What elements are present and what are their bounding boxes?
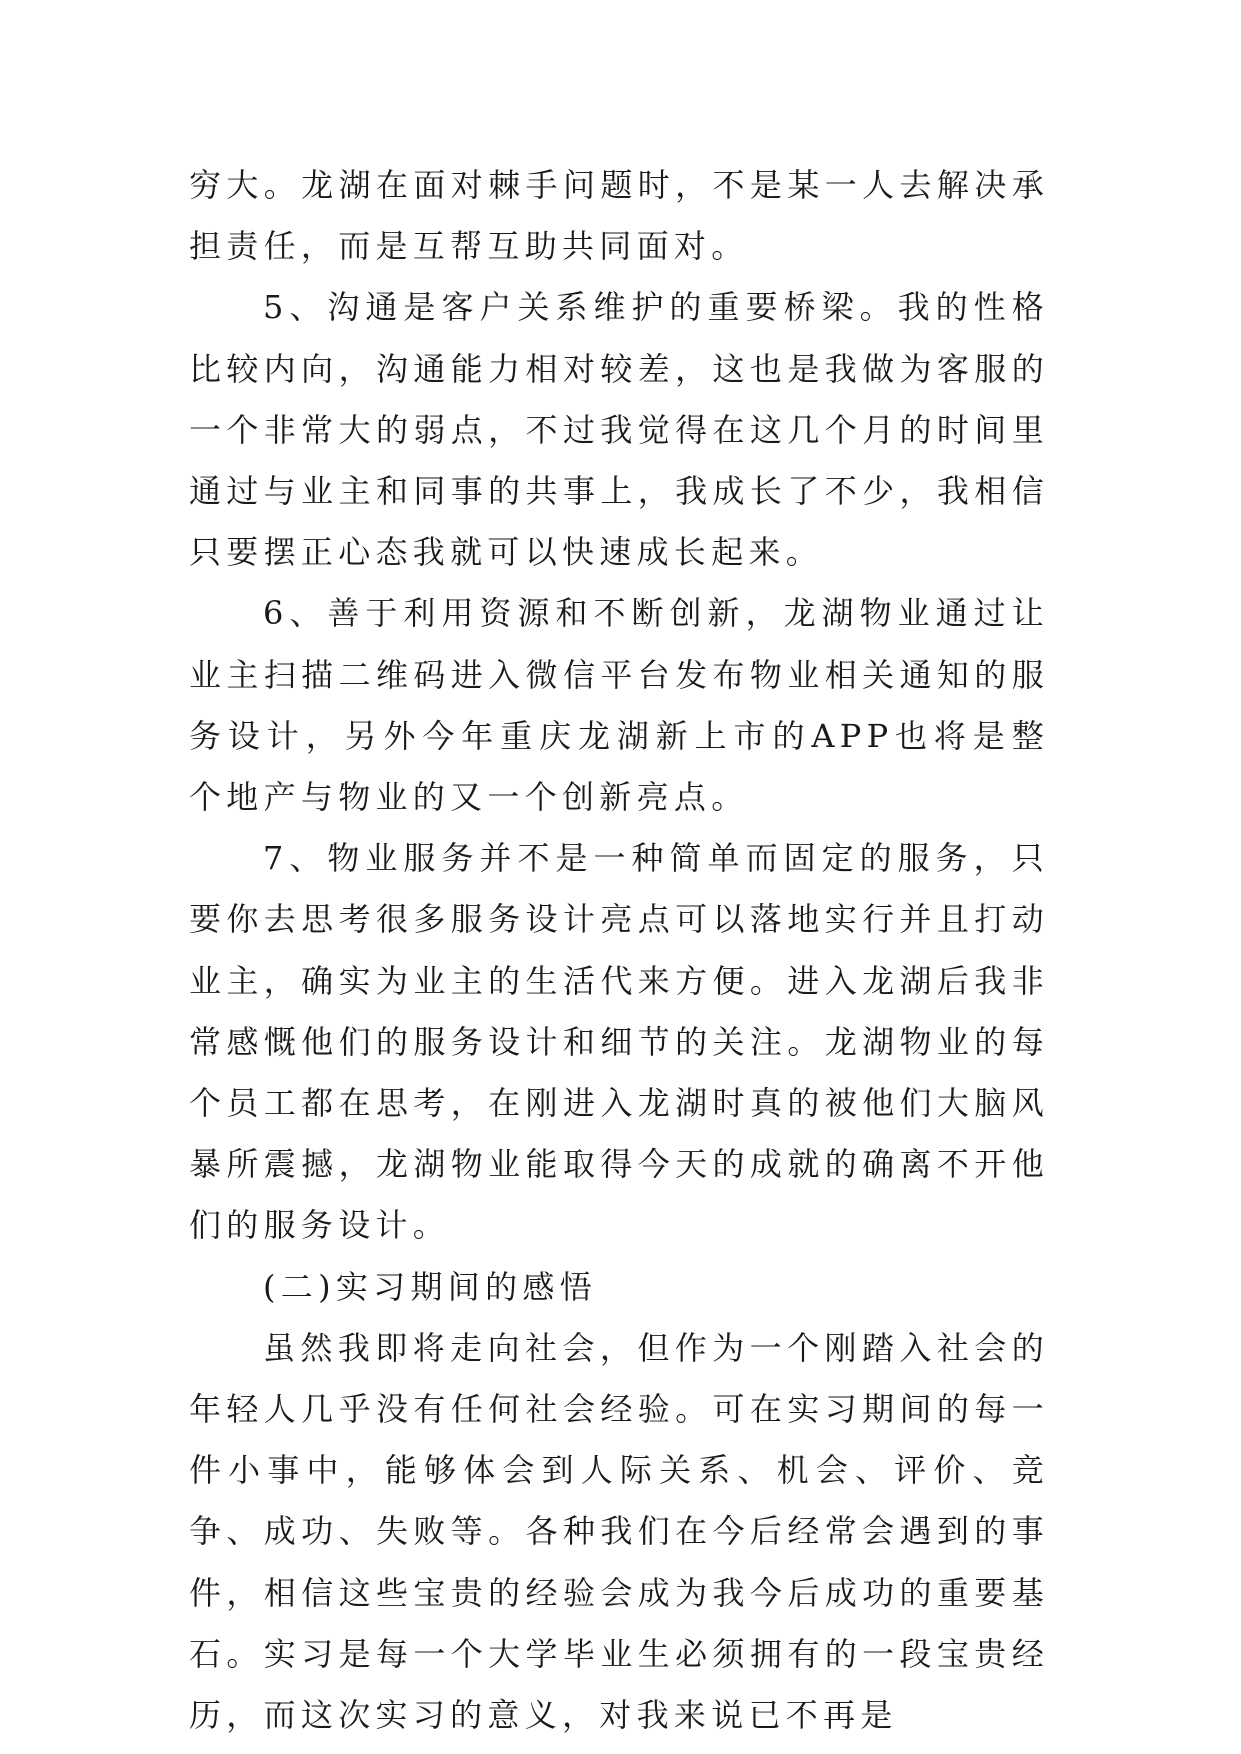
body-text [189,155,1049,1746]
paragraph-item-7: 7、物业服务并不是一种简单而固定的服务，只要你去思考很多服务设计亮点可以落地实行并且打动业主，确实为业主的生活代来方便。进入龙湖后我非常感慨他们的服务设计和细节的关注。龙湖物业的每个员工都在思考，在刚进入龙湖时真的被他们大脑风暴所震撼，龙湖物业能取得今天的成就的确离不开他们的服务设计。 [189,839,1049,1245]
section-heading: (二)实习期间的感悟 [263,1267,597,1306]
paragraph-item-6: 6、善于利用资源和不断创新，龙湖物业通过让业主扫描二维码进入微信平台发布物业相关通知的服务设计，另外今年重庆龙湖新上市的APP也将是整个地产与物业的又一个创新亮点。 [189,594,1049,817]
paragraph-continuation: 穷大。龙湖在面对棘手问题时，不是某一人去解决承担责任，而是互帮互助共同面对。 [189,166,1049,266]
paragraph-reflection: 虽然我即将走向社会，但作为一个刚踏入社会的年轻人几乎没有任何社会经验。可在实习期间的每一件小事中，能够体会到人际关系、机会、评价、竞争、成功、失败等。各种我们在今后经常会遇到的事件，相信这些宝贵的经验会成为我今后成功的重要基石。实习是每一个大学毕业生必须拥有的一段宝贵经历，而这次实习的意义，对我来说已不再是 [189,1328,1049,1735]
paragraph-item-5: 5、沟通是客户关系维护的重要桥梁。我的性格比较内向，沟通能力相对较差，这也是我做为客服的一个非常大的弱点，不过我觉得在这几个月的时间里通过与业主和同事的共事上，我成长了不少，我相信只要摆正心态我就可以快速成长起来。 [189,288,1049,572]
